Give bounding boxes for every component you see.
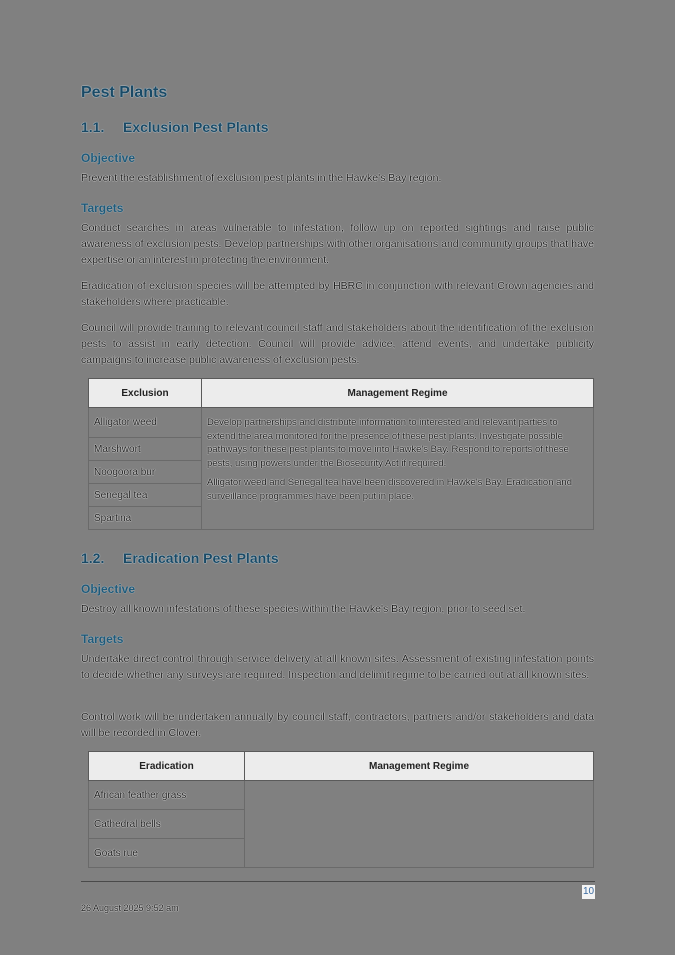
column-header: Exclusion bbox=[89, 379, 202, 408]
column-header: Eradication bbox=[89, 752, 245, 781]
objective-heading: Objective bbox=[81, 582, 136, 596]
table-header-row bbox=[89, 379, 594, 408]
species-cell: Senegal tea bbox=[89, 484, 202, 507]
targets-paragraph: Undertake direct control through service delivery at all known sites. Assessment of existing infestation points to decide whether any surveys are required. Inspection and delimit regime to be carried out at all known sites. bbox=[81, 653, 594, 681]
regime-paragraph: Develop partnerships and distribute information to interested and relevant parties to extend the area monitored for the presence of these pest plants. Investigate possible pathways for these pest plants to move into Hawke's Bay. Respond to reports of these pests, using powers under the Biosecurity Act if required. bbox=[207, 417, 569, 469]
species-cell: Goats rue bbox=[89, 839, 245, 868]
footer-date: 26 August 2025 9:52 am bbox=[81, 903, 179, 913]
objective-text: Prevent the establishment of exclusion pest plants in the Hawke's Bay region. bbox=[81, 172, 442, 184]
section-title: Exclusion Pest Plants bbox=[123, 119, 269, 135]
exclusion-table bbox=[88, 378, 594, 530]
regime-paragraph: Alligator weed and Senegal tea have been discovered in Hawke's Bay. Eradication and surveillance programmes have been put in place. bbox=[207, 477, 572, 502]
species-cell: Cathedral bells bbox=[89, 810, 245, 839]
section-number: 1.2. bbox=[81, 550, 105, 566]
footer-divider bbox=[81, 881, 595, 882]
table-row bbox=[89, 781, 594, 810]
page-title: Pest Plants bbox=[81, 84, 168, 101]
targets-paragraph: Council will provide training to relevant council staff and stakeholders about the identification of the exclusion pests to assist in early detection. Council will provide advice, attend events, and undertake publicity campaigns to increase public awareness of exclusion pests. bbox=[81, 322, 594, 366]
section-number: 1.1. bbox=[81, 119, 105, 135]
section-heading-eradication bbox=[81, 550, 279, 566]
species-cell: Alligator weed bbox=[89, 408, 202, 438]
species-cell: Noogoora bur bbox=[89, 461, 202, 484]
targets-paragraph: Control work will be undertaken annually by council staff, contractors, partners and/or stakeholders and data will be recorded in Clover. bbox=[81, 711, 594, 739]
targets-paragraph: Eradication of exclusion species will be attempted by HBRC in conjunction with relevant Crown agencies and stakeholders where practicable. bbox=[81, 280, 594, 308]
objective-heading: Objective bbox=[81, 151, 136, 165]
management-regime-cell bbox=[202, 408, 594, 530]
targets-heading: Targets bbox=[81, 632, 124, 646]
species-cell: Spartina bbox=[89, 507, 202, 530]
section-title: Eradication Pest Plants bbox=[123, 550, 279, 566]
column-header: Management Regime bbox=[202, 379, 594, 408]
page-number: 10 bbox=[582, 886, 595, 897]
table-header-row bbox=[89, 752, 594, 781]
section-heading-exclusion bbox=[81, 119, 269, 135]
targets-heading: Targets bbox=[81, 201, 124, 215]
objective-text: Destroy all known infestations of these species within the Hawke's Bay region, prior to seed set. bbox=[81, 603, 526, 615]
column-header: Management Regime bbox=[245, 752, 594, 781]
eradication-table bbox=[88, 751, 594, 868]
species-cell: African feather grass bbox=[89, 781, 245, 810]
targets-paragraph: Conduct searches in areas vulnerable to infestation, follow up on reported sightings and raise public awareness of exclusion pests. Develop partnerships with other organisations and community groups that have expertise or an interest in protecting the environment. bbox=[81, 222, 594, 266]
table-row bbox=[89, 408, 594, 438]
species-cell: Marshwort bbox=[89, 438, 202, 461]
management-regime-cell bbox=[245, 781, 594, 868]
